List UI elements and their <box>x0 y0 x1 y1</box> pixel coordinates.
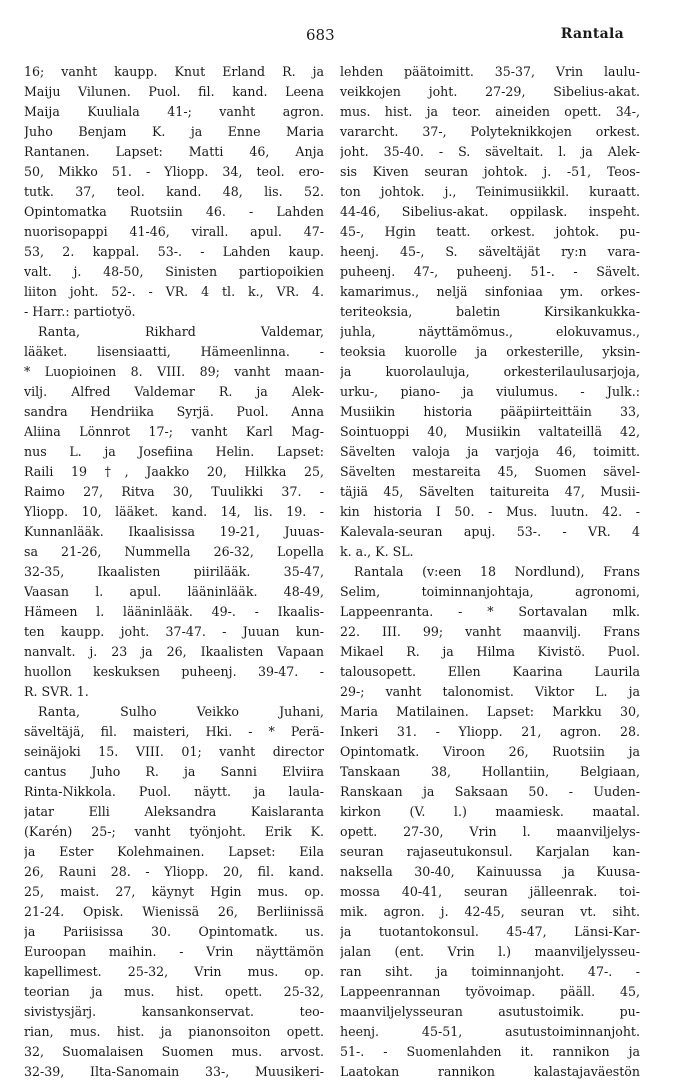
text-line: jatar Elli Aleksandra Kaislaranta <box>24 804 324 819</box>
text-line: vararcht. 37-, Polyteknikkojen orkest. <box>340 124 640 139</box>
text-line: ten kaupp. joht. 37-47. - Juuan kun- <box>24 624 324 639</box>
text-line: mus. hist. ja teor. aineiden opett. 34-, <box>340 104 640 119</box>
text-line: Yliopp. 10, lääket. kand. 14, lis. 19. - <box>24 504 324 519</box>
text-line: Maija Kuuliala 41-; vanht agron. <box>24 104 324 119</box>
text-line: lehden päätoimitt. 35-37, Vrin laulu- <box>340 64 640 79</box>
text-line: heenj. 45-, S. säveltäjät ry:n vara- <box>340 244 640 259</box>
text-line: Mikael R. ja Hilma Kivistö. Puol. <box>340 644 640 659</box>
text-line: Tanskaan 38, Hollantiin, Belgiaan, <box>340 764 640 779</box>
text-line: 32, Suomalaisen Suomen mus. arvost. <box>24 1044 324 1059</box>
text-line: 22. III. 99; vanht maanvilj. Frans <box>340 624 640 639</box>
text-line: mossa 40-41, seuran jälleenrak. toi- <box>340 884 640 899</box>
text-line: ja Ester Kolehmainen. Lapset: Eila <box>24 844 324 859</box>
text-line: vilj. Alfred Valdemar R. ja Alek- <box>24 384 324 399</box>
text-line: maanviljelysseuran asutustoimik. pu- <box>340 1004 640 1019</box>
text-line: Maiju Vilunen. Puol. fil. kand. Leena <box>24 84 324 99</box>
right-column <box>340 62 640 1082</box>
text-line: täjiä 45, Sävelten taitureita 47, Musii- <box>340 484 640 499</box>
text-line: sis Kiven seuran johtok. j. -51, Teos- <box>340 164 640 179</box>
text-line: nanvalt. j. 23 ja 26, Ikaalisten Vapaan <box>24 644 324 659</box>
text-line: 29-; vanht talonomist. Viktor L. ja <box>340 684 640 699</box>
text-line: Selim, toiminnanjohtaja, agronomi, <box>340 584 640 599</box>
text-line: Raili 19 †, Jaakko 20, Hilkka 25, <box>24 464 324 479</box>
text-line: nuorisopappi 41-46, virall. apul. 47- <box>24 224 324 239</box>
text-line: Kunnanlääk. Ikaalisissa 19-21, Juuas- <box>24 524 324 539</box>
text-line: Kalevala-seuran apuj. 53-. - VR. 4 <box>340 524 640 539</box>
text-line: huollon keskuksen puheenj. 39-47. - <box>24 664 324 679</box>
text-line: Musiikin historia pääpiirteittäin 33, <box>340 404 640 419</box>
text-line: Sävelten valoja ja varjoja 46, toimitt. <box>340 444 640 459</box>
text-line: säveltäjä, fil. maisteri, Hki. - * Perä- <box>24 724 324 739</box>
text-line: Lappeenranta. - * Sortavalan mlk. <box>340 604 640 619</box>
text-line: Sävelten mestareita 45, Suomen sävel- <box>340 464 640 479</box>
text-line: urku-, piano- ja viulumus. - Julk.: <box>340 384 640 399</box>
text-line: 26, Rauni 28. - Yliopp. 20, fil. kand. <box>24 864 324 879</box>
page-header <box>0 26 680 50</box>
text-line: puheenj. 47-, puheenj. 51-. - Sävelt. <box>340 264 640 279</box>
text-line: teoksia kuorolle ja orkesterille, yksin- <box>340 344 640 359</box>
text-line: ja Pariisissa 30. Opintomatk. us. <box>24 924 324 939</box>
text-line: Raimo 27, Ritva 30, Tuulikki 37. - <box>24 484 324 499</box>
text-line: ran siht. ja toiminnanjoht. 47-. - <box>340 964 640 979</box>
text-line: talousopett. Ellen Kaarina Laurila <box>340 664 640 679</box>
text-line: - Harr.: partiotyö. <box>24 304 136 319</box>
text-line: 16; vanht kaupp. Knut Erland R. ja <box>24 64 324 79</box>
text-line: naksella 30-40, Kainuussa ja Kuusa- <box>340 864 640 879</box>
text-line: 50, Mikko 51. - Yliopp. 34, teol. ero- <box>24 164 324 179</box>
text-line: opett. 27-30, Vrin l. maanviljelys- <box>340 824 640 839</box>
text-line: 44-46, Sibelius-akat. oppilask. inspeht. <box>340 204 640 219</box>
text-line: veikkojen joht. 27-29, Sibelius-akat. <box>340 84 640 99</box>
text-line: cantus Juho R. ja Sanni Elviira <box>24 764 324 779</box>
text-line: heenj. 45-51, asutustoiminnanjoht. <box>340 1024 640 1039</box>
text-line: Lappeenrannan työvoimap. pääll. 45, <box>340 984 640 999</box>
text-line: liiton joht. 52-. - VR. 4 tl. k., VR. 4. <box>24 284 324 299</box>
text-line: kapellimest. 25-32, Vrin mus. op. <box>24 964 324 979</box>
text-line: Opintomatk. Viroon 26, Ruotsiin ja <box>340 744 640 759</box>
text-line: lääket. lisensiaatti, Hämeenlinna. - <box>24 344 324 359</box>
text-line: juhla, näyttämömus., elokuvamus., <box>340 324 640 339</box>
text-line: Euroopan maihin. - Vrin näyttämön <box>24 944 324 959</box>
text-line: tutk. 37, teol. kand. 48, lis. 52. <box>24 184 324 199</box>
text-line: seuran rajaseutukonsul. Karjalan kan- <box>340 844 640 859</box>
text-line: k. a., K. SL. <box>340 544 414 559</box>
text-line: ja tuotantokonsul. 45-47, Länsi-Kar- <box>340 924 640 939</box>
text-line: Rantala (v:een 18 Nordlund), Frans <box>354 564 640 579</box>
text-line: teorian ja mus. hist. opett. 25-32, <box>24 984 324 999</box>
text-line: 53, 2. kappal. 53-. - Lahden kaup. <box>24 244 324 259</box>
text-line: Laatokan rannikon kalastajaväestön <box>340 1064 640 1079</box>
text-line: valt. j. 48-50, Sinisten partiopoikien <box>24 264 324 279</box>
text-line: Hämeen l. lääninlääk. 49-. - Ikaalis- <box>24 604 324 619</box>
text-line: Opintomatka Ruotsiin 46. - Lahden <box>24 204 324 219</box>
text-line: teriteoksia, baletin Kirsikankukka- <box>340 304 640 319</box>
text-line: mik. agron. j. 42-45, seuran vt. siht. <box>340 904 640 919</box>
text-line: 45-, Hgin teatt. orkest. johtok. pu- <box>340 224 640 239</box>
text-line: Ranta, Sulho Veikko Juhani, <box>38 704 324 719</box>
text-line: Maria Matilainen. Lapset: Markku 30, <box>340 704 640 719</box>
text-line: 32-39, Ilta-Sanomain 33-, Muusikeri- <box>24 1064 324 1079</box>
text-line: sa 21-26, Nummella 26-32, Lopella <box>24 544 324 559</box>
text-line: sandra Hendriika Syrjä. Puol. Anna <box>24 404 324 419</box>
text-line: (Karén) 25-; vanht työnjoht. Erik K. <box>24 824 324 839</box>
running-head: Rantala <box>560 26 624 42</box>
left-column <box>24 62 324 1082</box>
text-line: Vaasan l. apul. lääninlääk. 48-49, <box>24 584 324 599</box>
text-line: kamarimus., neljä sinfoniaa ym. orkes- <box>340 284 640 299</box>
text-line: 32-35, Ikaalisten piirilääk. 35-47, <box>24 564 324 579</box>
text-line: 25, maist. 27, käynyt Hgin mus. op. <box>24 884 324 899</box>
text-line: rian, mus. hist. ja pianonsoiton opett. <box>24 1024 324 1039</box>
text-line: kirkon (V. l.) maamiesk. maatal. <box>340 804 640 819</box>
text-line: 21-24. Opisk. Wienissä 26, Berliinissä <box>24 904 324 919</box>
text-line: Rantanen. Lapset: Matti 46, Anja <box>24 144 324 159</box>
text-line: * Luopioinen 8. VIII. 89; vanht maan- <box>24 364 324 379</box>
text-line: Ranskaan ja Saksaan 50. - Uuden- <box>340 784 640 799</box>
text-line: Ranta, Rikhard Valdemar, <box>38 324 324 339</box>
text-line: Inkeri 31. - Yliopp. 21, agron. 28. <box>340 724 640 739</box>
text-line: seinäjoki 15. VIII. 01; vanht director <box>24 744 324 759</box>
text-line: 51-. - Suomenlahden it. rannikon ja <box>340 1044 640 1059</box>
text-line: joht. 35-40. - S. säveltait. l. ja Alek- <box>340 144 640 159</box>
text-line: Juho Benjam K. ja Enne Maria <box>24 124 324 139</box>
text-line: nus L. ja Josefiina Helin. Lapset: <box>24 444 324 459</box>
text-line: R. SVR. 1. <box>24 684 89 699</box>
text-line: jalan (ent. Vrin l.) maanviljelysseu- <box>340 944 640 959</box>
text-line: kin historia I 50. - Mus. luutn. 42. - <box>340 504 640 519</box>
text-line: ja kuorolauluja, orkesterilaulusarjoja, <box>340 364 640 379</box>
text-line: Sointuoppi 40, Musiikin valtateillä 42, <box>340 424 640 439</box>
page-number: 683 <box>306 26 335 44</box>
text-line: sivistysjärj. kansankonservat. teo- <box>24 1004 324 1019</box>
text-line: Aliina Lönnrot 17-; vanht Karl Mag- <box>24 424 324 439</box>
text-line: ton johtok. j., Teinimusiikkil. kuraatt. <box>340 184 640 199</box>
text-line: Rinta-Nikkola. Puol. näytt. ja laula- <box>24 784 324 799</box>
